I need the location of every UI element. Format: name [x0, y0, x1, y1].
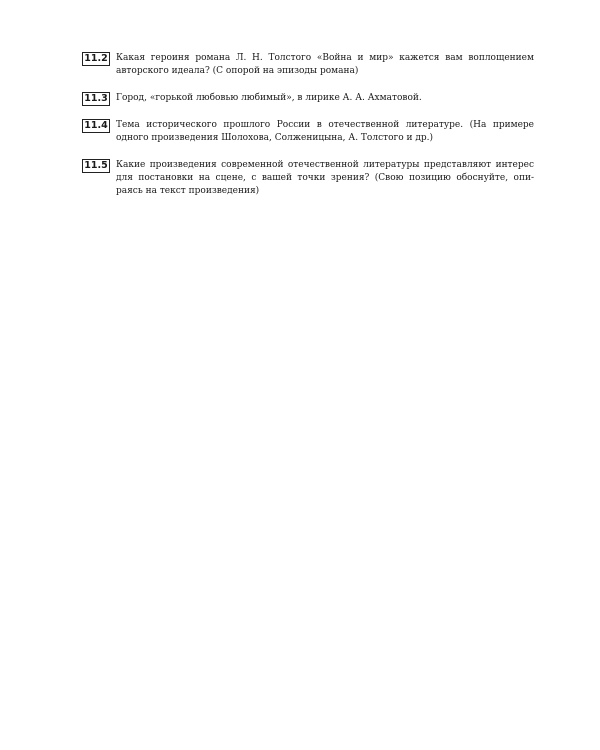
question-number-badge: 11.4 — [82, 119, 110, 133]
question-line: Какая героиня романа Л. Н. Толстого «Война и мир» кажется вам воплощением — [116, 53, 534, 63]
question-line: раясь на текст произведения) — [116, 186, 260, 196]
question-line: для постановки на сцене, с вашей точки зрения? (Свою позицию обоснуйте, опи- — [116, 173, 534, 183]
question-line: авторского идеала? (С опорой на эпизоды романа) — [116, 66, 359, 76]
question-text — [116, 52, 534, 78]
question-text — [116, 119, 534, 145]
question-line: одного произведения Шолохова, Солженицына, А. Толстого и др.) — [116, 133, 434, 143]
question-line: Тема исторического прошлого России в отечественной литературе. (На примере — [116, 120, 534, 130]
question-number-badge: 11.3 — [82, 92, 110, 106]
question-text — [116, 92, 534, 105]
question-number-badge: 11.5 — [82, 159, 110, 173]
question-text — [116, 159, 534, 198]
question-line: Город, «горькой любовью любимый», в лирике А. А. Ахматовой. — [116, 93, 422, 103]
question-number-badge: 11.2 — [82, 52, 110, 66]
question-line: Какие произведения современной отечественной литературы представляют интерес — [116, 160, 534, 170]
